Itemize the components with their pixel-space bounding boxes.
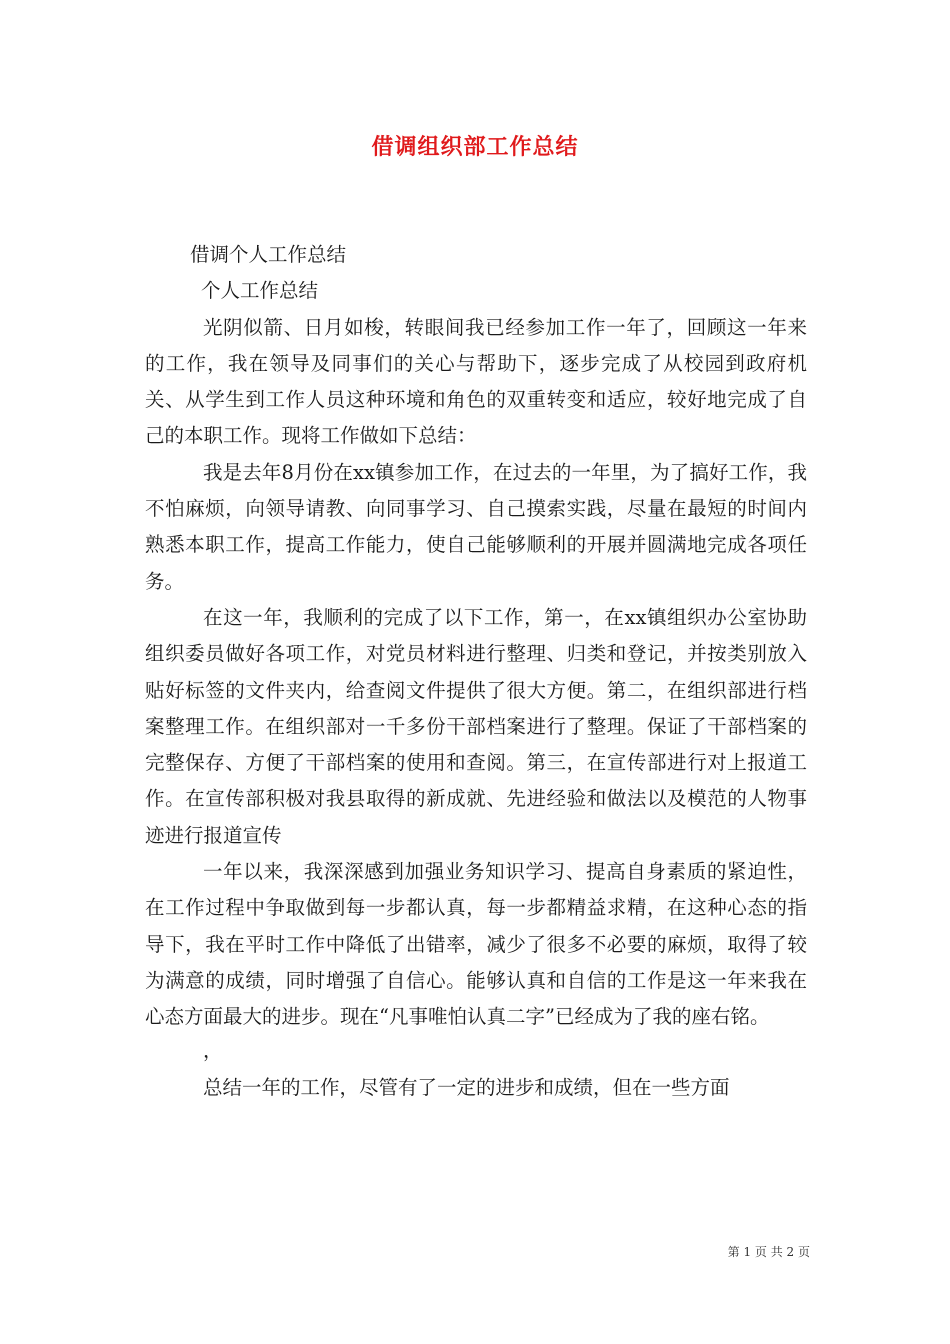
paragraph-summary: 总结一年的工作，尽管有了一定的进步和成绩，但在一些方面	[203, 1075, 730, 1099]
paragraph-intro: 光阴似箭、日月如梭，转眼间我已经参加工作一年了，回顾这一年来的工作，我在领导及同事们的关心与帮助下，逐步完成了从校园到政府机关、从学生到工作人员这种环境和角色的双重转变和适应，较好地完成了自己的本职工作。现将工作做如下总结：	[145, 315, 807, 448]
document-body	[145, 237, 807, 1106]
page-indicator: 第 1 页 共 2 页	[727, 1245, 810, 1259]
comma-line: ，	[203, 1038, 223, 1062]
subheading-personal-summary: 个人工作总结	[201, 279, 319, 303]
paragraph-joining-work: 我是去年8月份在xx镇参加工作，在过去的一年里，为了搞好工作，我不怕麻烦，向领导请教、向同事学习、自己摸索实践，尽量在最短的时间内熟悉本职工作，提高工作能力，使自己能够顺利的开展并圆满地完成各项任务。	[145, 460, 807, 593]
paragraph-completed-tasks: 在这一年，我顺利的完成了以下工作，第一，在xx镇组织办公室协助组织委员做好各项工作，对党员材料进行整理、归类和登记，并按类别放入贴好标签的文件夹内，给查阅文件提供了很大方便。第二，在组织部进行档案整理工作。在组织部对一千多份干部档案进行了整理。保证了干部档案的完整保存、方便了干部档案的使用和查阅。第三，在宣传部进行对上报道工作。在宣传部积极对我县取得的新成就、先进经验和做法以及模范的人物事迹进行报道宣传	[145, 605, 807, 847]
subheading-borrowed-personal-summary: 借调个人工作总结	[190, 243, 347, 266]
document-title: 借调组织部工作总结	[371, 134, 579, 160]
paragraph-reflection: 一年以来，我深深感到加强业务知识学习、提高自身素质的紧迫性，在工作过程中争取做到每一步都认真，每一步都精益求精，在这种心态的指导下，我在平时工作中降低了出错率，减少了很多不必要的麻烦，取得了较为满意的成绩，同时增强了自信心。能够认真和自信的工作是这一年来我在心态方面最大的进步。现在“凡事唯怕认真二字”已经成为了我的座右铭。	[145, 860, 807, 1029]
